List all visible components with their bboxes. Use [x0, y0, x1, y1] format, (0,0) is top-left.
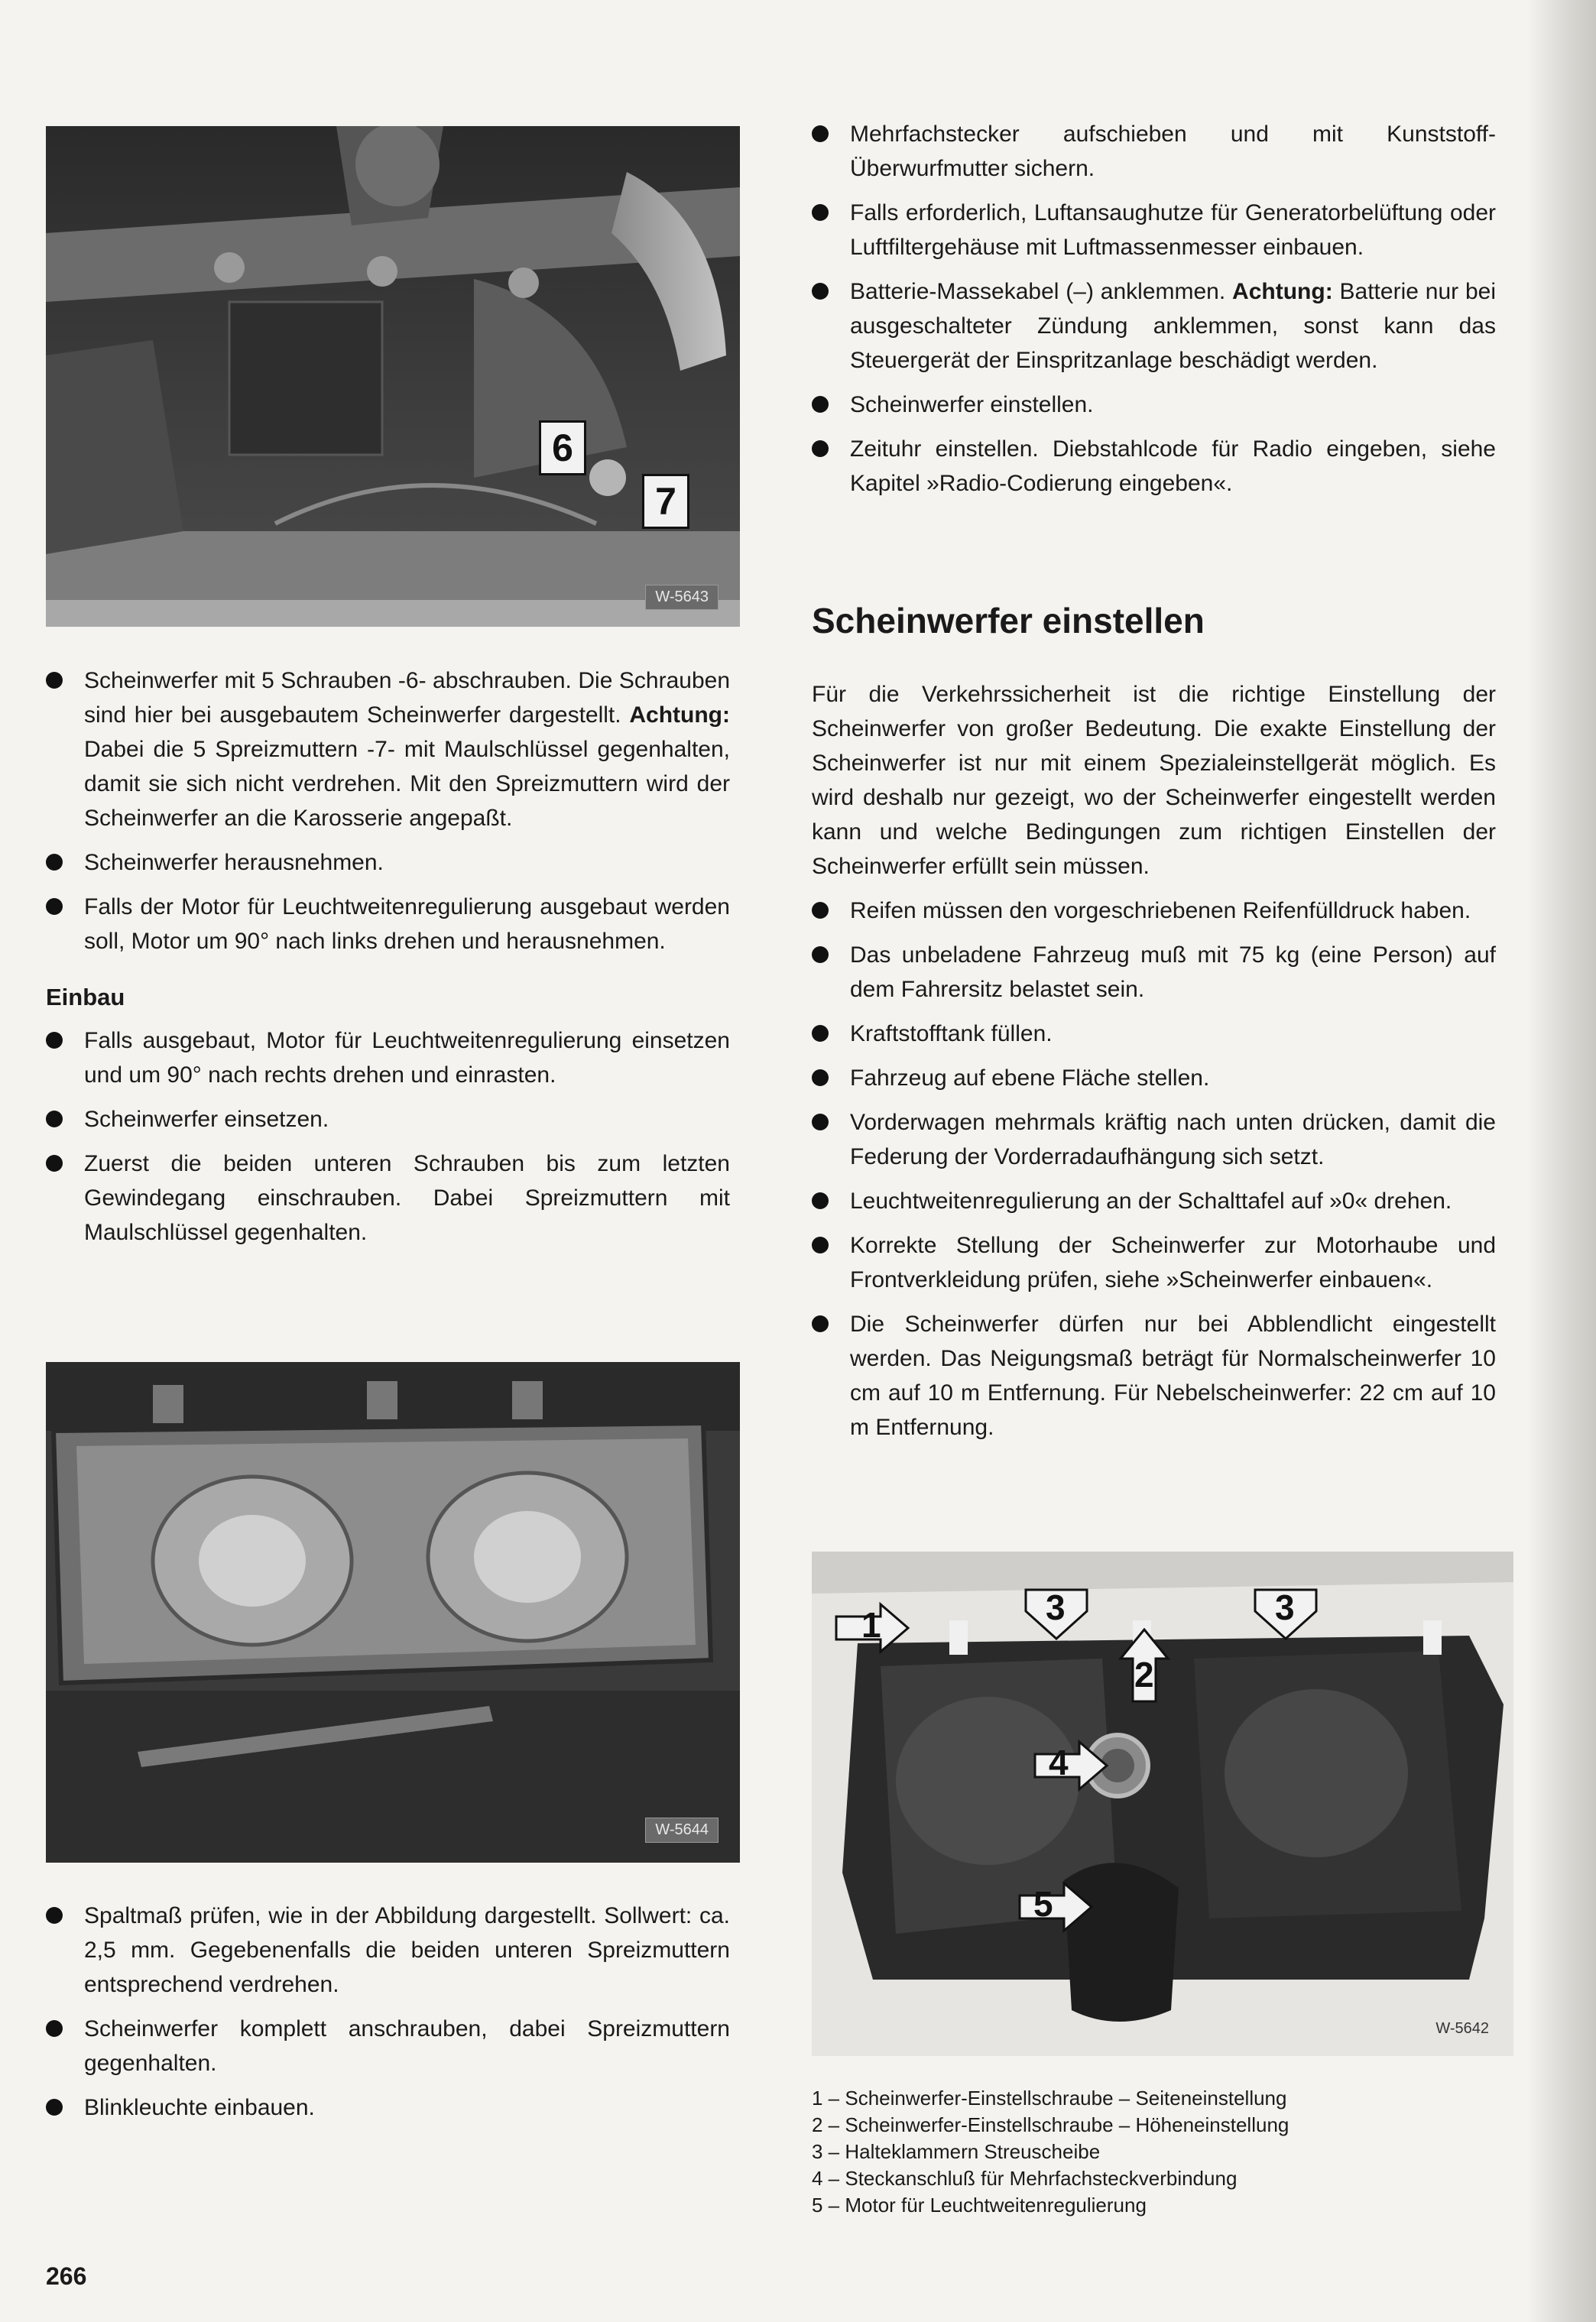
- legend-item: 5 – Motor für Leuchtweitenregulierung: [812, 2194, 1147, 2217]
- list-item: Falls erforderlich, Luftansaughutze für Generatorbelüftung oder Luftfiltergehäuse mit Luftmassenmesser einbauen.: [812, 196, 1496, 264]
- section-title: Scheinwerfer einstellen: [812, 601, 1205, 640]
- headlight-rear-illustration: [812, 1552, 1513, 2056]
- figure-marker-2: 2: [1118, 1628, 1171, 1713]
- list-item: Scheinwerfer mit 5 Schrauben -6- abschrauben. Die Schrauben sind hier bei ausgebautem Scheinwerfer dargestellt. Achtung: Dabei die 5 Spreizmuttern -7- mit Maulschlüssel gegenhalten, damit sie sich nicht verdrehen. Mit den Spreizmuttern wird der Scheinwerfer an die Karosserie angepaßt.: [46, 663, 730, 835]
- arrow-right-icon: [1033, 1739, 1110, 1792]
- photo-headlight-rear: [812, 1552, 1513, 2056]
- bullet-icon: [46, 1032, 63, 1049]
- page-edge-shadow: [1527, 0, 1596, 2322]
- list-item: Reifen müssen den vorgeschriebenen Reifenfülldruck haben.: [812, 893, 1496, 928]
- list-item: Scheinwerfer einstellen.: [812, 388, 1496, 422]
- bullet-icon: [812, 1114, 829, 1130]
- list-item: Das unbeladene Fahrzeug muß mit 75 kg (eine Person) auf dem Fahrersitz belastet sein.: [812, 938, 1496, 1007]
- bullet-icon: [812, 440, 829, 457]
- bullet-icon: [46, 1155, 63, 1172]
- legend-item: 4 – Steckanschluß für Mehrfachsteckverbindung: [812, 2167, 1238, 2190]
- list-item: Zuerst die beiden unteren Schrauben bis zum letzten Gewindegang einschrauben. Dabei Spreizmuttern mit Maulschlüssel gegenhalten.: [46, 1146, 730, 1250]
- list-item: Fahrzeug auf ebene Fläche stellen.: [812, 1061, 1496, 1095]
- list-item: Blinkleuchte einbauen.: [46, 2090, 730, 2125]
- list-item: Kraftstofftank füllen.: [812, 1017, 1496, 1051]
- figure-marker-7: 7: [642, 474, 689, 529]
- bullet-icon: [46, 898, 63, 915]
- bullet-icon: [812, 204, 829, 221]
- list-item: Falls ausgebaut, Motor für Leuchtweitenregulierung einsetzen und um 90° nach rechts drehen und einrasten.: [46, 1023, 730, 1092]
- figure-marker-6: 6: [539, 420, 586, 475]
- photo-engine-bay: [46, 126, 740, 627]
- legend-item: 2 – Scheinwerfer-Einstellschraube – Höheneinstellung: [812, 2113, 1289, 2136]
- subheading-einbau: Einbau: [46, 984, 125, 1010]
- arrow-right-icon: [1018, 1880, 1095, 1934]
- list-item: Scheinwerfer herausnehmen.: [46, 845, 730, 880]
- bullet-icon: [812, 1192, 829, 1209]
- list-item: Mehrfachstecker aufschieben und mit Kunststoff-Überwurfmutter sichern.: [812, 117, 1496, 186]
- list-item: Scheinwerfer komplett anschrauben, dabei Spreizmuttern gegenhalten.: [46, 2012, 730, 2080]
- figure-tag: W-5643: [645, 585, 719, 610]
- figure-marker-3-right: 3: [1247, 1588, 1324, 1650]
- figure-tag: W-5642: [1435, 2020, 1489, 2037]
- bullet-icon: [46, 854, 63, 871]
- photo-headlight-gap: [46, 1362, 740, 1863]
- figure-tag: W-5644: [645, 1818, 719, 1843]
- bullet-icon: [46, 2020, 63, 2037]
- left-column-top: [46, 663, 730, 1260]
- bullet-icon: [46, 1907, 63, 1924]
- bullet-icon: [812, 1025, 829, 1042]
- bullet-icon: [812, 283, 829, 300]
- legend-item: 3 – Halteklammern Streuscheibe: [812, 2140, 1101, 2163]
- section-intro: Für die Verkehrssicherheit ist die richtige Einstellung der Scheinwerfer von großer Bedeutung. Die exakte Einstellung der Scheinwerfer ist nur mit einem Spezialeinstellgerät möglich. Es wird deshalb nur gezeigt, wo der Scheinwerfer eingestellt werden kann und welche Bedingungen zum richtigen Einstellen der Scheinwerfer erfüllt sein müssen.: [812, 682, 1496, 879]
- bullet-icon: [812, 1069, 829, 1086]
- bullet-icon: [812, 1315, 829, 1332]
- list-item: Leuchtweitenregulierung an der Schalttafel auf »0« drehen.: [812, 1184, 1496, 1218]
- list-item: Korrekte Stellung der Scheinwerfer zur Motorhaube und Frontverkleidung prüfen, siehe »Scheinwerfer einbauen«.: [812, 1228, 1496, 1297]
- list-item: Falls der Motor für Leuchtweitenregulierung ausgebaut werden soll, Motor um 90° nach links drehen und herausnehmen.: [46, 890, 730, 958]
- figure-marker-1: 1: [835, 1601, 911, 1663]
- bullet-icon: [812, 396, 829, 413]
- left-column-bottom: [46, 1899, 730, 2135]
- figure-marker-5: 5: [1018, 1880, 1095, 1942]
- right-column-top: [812, 117, 1496, 511]
- bullet-icon: [812, 946, 829, 963]
- list-item: Die Scheinwerfer dürfen nur bei Abblendlicht eingestellt werden. Das Neigungsmaß beträgt für Normalscheinwerfer 10 cm auf 10 m Entfernung. Für Nebelscheinwerfer: 22 cm auf 10 m Entfernung.: [812, 1307, 1496, 1445]
- bullet-icon: [812, 902, 829, 919]
- bullet-icon: [46, 672, 63, 689]
- headlight-gap-illustration: [46, 1362, 740, 1863]
- figure-legend: [812, 2085, 1500, 2219]
- list-item: Spaltmaß prüfen, wie in der Abbildung dargestellt. Sollwert: ca. 2,5 mm. Gegebenenfalls die beiden unteren Spreizmuttern entsprechend verdrehen.: [46, 1899, 730, 2002]
- legend-item: 1 – Scheinwerfer-Einstellschraube – Seiteneinstellung: [812, 2087, 1287, 2110]
- right-column-section: [812, 677, 1496, 1454]
- list-item: Zeituhr einstellen. Diebstahlcode für Radio eingeben, siehe Kapitel »Radio-Codierung eingeben«.: [812, 432, 1496, 501]
- list-item: Scheinwerfer einsetzen.: [46, 1102, 730, 1137]
- engine-bay-illustration: [46, 126, 740, 627]
- page-number: 266: [46, 2262, 87, 2290]
- list-item: Vorderwagen mehrmals kräftig nach unten drücken, damit die Federung der Vorderradaufhängung sich setzt.: [812, 1105, 1496, 1174]
- list-item: Batterie-Massekabel (–) anklemmen. Achtung: Batterie nur bei ausgeschalteter Zündung anklemmen, sonst kann das Steuergerät der Einspritzanlage beschädigt werden.: [812, 274, 1496, 378]
- figure-marker-4: 4: [1033, 1739, 1110, 1801]
- bullet-icon: [812, 125, 829, 142]
- figure-marker-3-left: 3: [1018, 1588, 1095, 1650]
- bullet-icon: [46, 1111, 63, 1127]
- bullet-icon: [46, 2099, 63, 2116]
- bullet-icon: [812, 1237, 829, 1253]
